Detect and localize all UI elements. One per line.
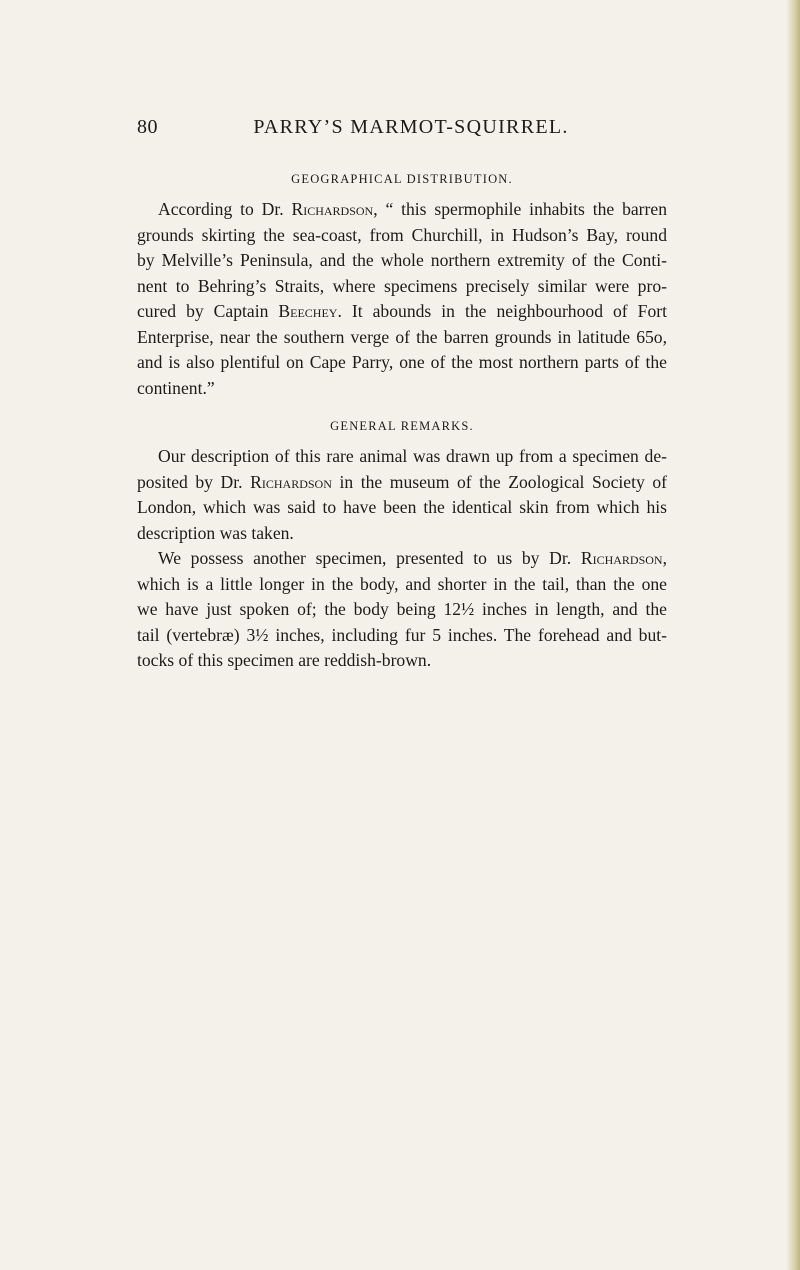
section-heading-general-remarks: GENERAL REMARKS. (330, 419, 474, 433)
text-line: tail (vertebræ) 3½ inches, including fur 5 inches. The forehead and but- (137, 624, 667, 645)
text-line: and is also plentiful on Cape Parry, one of the most northern parts of the (137, 352, 667, 372)
page-edge-shadow (786, 0, 800, 1270)
text-line: Our description of this rare animal was drawn up from a specimen de- (158, 446, 667, 466)
running-title: PARRY’S MARMOT-SQUIRREL. (253, 116, 569, 138)
text-line: According to Dr. Richardson, “ this spermophile inhabits the barren (158, 199, 667, 219)
text-line: continent.” (137, 377, 215, 398)
text-line: grounds skirting the sea-coast, from Churchill, in Hudson’s Bay, round (137, 224, 667, 245)
text-line: description was taken. (137, 522, 294, 543)
paragraph-general-remarks-2 (137, 546, 667, 674)
text-line: we have just spoken of; the body being 12½ inches in length, and the (137, 599, 667, 619)
section-heading-geographical-distribution: GEOGRAPHICAL DISTRIBUTION. (291, 172, 513, 186)
text-line: We possess another specimen, presented to us by Dr. Richardson, (158, 548, 667, 568)
paragraph-geographical-distribution (137, 197, 667, 401)
text-line: Enterprise, near the southern verge of the barren grounds in latitude 65o, (137, 326, 667, 347)
text-line: tocks of this specimen are reddish-brown. (137, 650, 432, 670)
text-line: cured by Captain Beechey. It abounds in the neighbourhood of Fort (137, 301, 667, 321)
text-line: London, which was said to have been the identical skin from which his (137, 497, 667, 517)
text-line: nent to Behring’s Straits, where specimens precisely similar were pro- (137, 275, 667, 296)
paragraph-general-remarks-1 (137, 444, 667, 546)
text-line: by Melville’s Peninsula, and the whole northern extremity of the Conti- (137, 250, 667, 270)
text-line: posited by Dr. Richardson in the museum of the Zoological Society of (137, 471, 668, 492)
text-line: which is a little longer in the body, and shorter in the tail, than the one (137, 573, 667, 594)
page-number: 80 (137, 116, 158, 138)
